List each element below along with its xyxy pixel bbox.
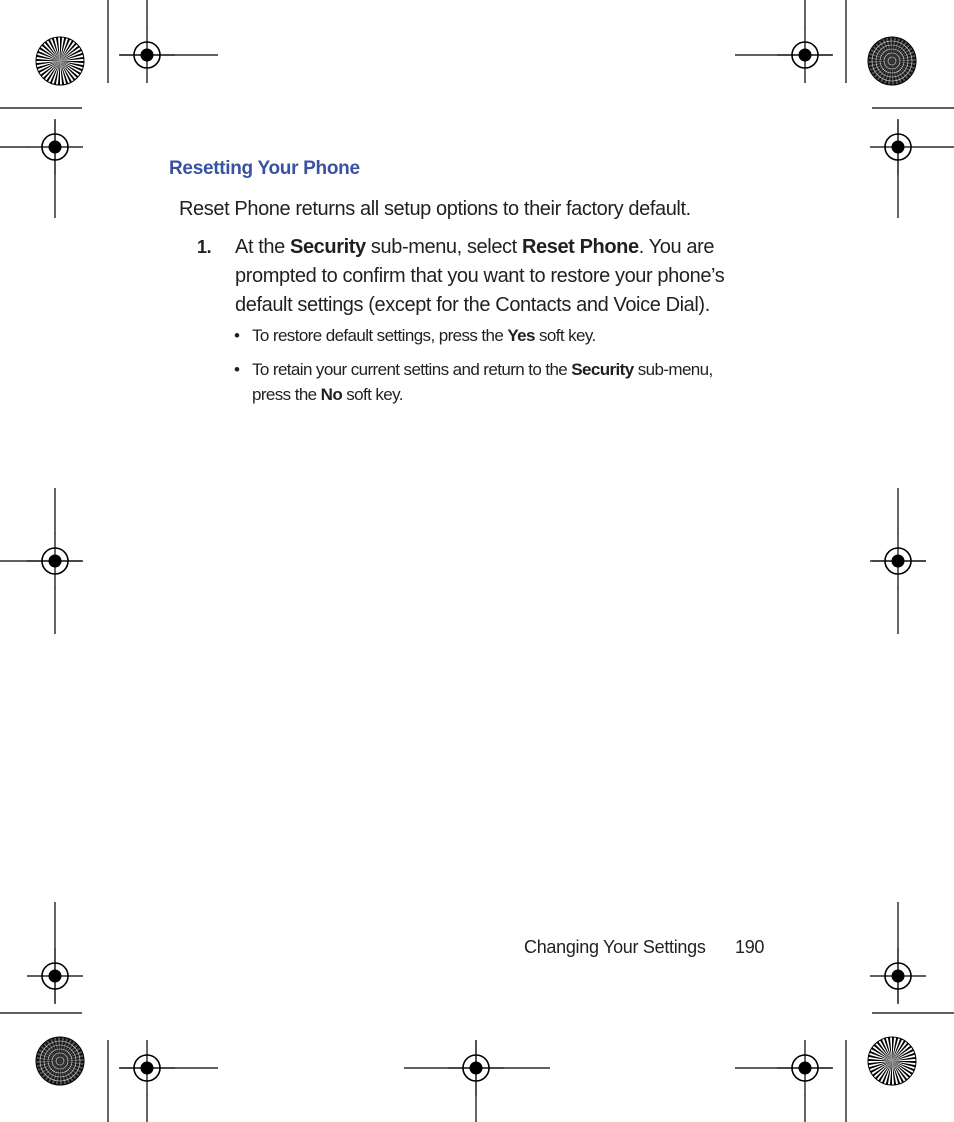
bullet-text — [252, 323, 752, 348]
bullet-text-part: To restore default settings, press the — [252, 326, 508, 345]
bullet-text — [252, 357, 752, 407]
footer-chapter-title: Changing Your Settings — [524, 937, 706, 957]
bullet-text-part: sub-menu, press the — [252, 360, 713, 404]
bullet-bold-yes: Yes — [507, 326, 535, 345]
bullet-text-part: soft key. — [534, 326, 596, 345]
step-text-part: At the — [235, 236, 291, 258]
step-text-part: . You are prompted to confirm that you want to restore your phone’s default settings (except for the Contacts and Voice Dial). — [235, 236, 725, 316]
bullet-bold-no: No — [320, 385, 343, 404]
section-heading: Resetting Your Phone — [169, 158, 360, 179]
step-number: 1. — [197, 237, 212, 257]
bullet-bold-security: Security — [571, 360, 634, 379]
step-text — [235, 233, 755, 320]
starburst-icon — [36, 1037, 84, 1085]
starburst-icon — [868, 37, 916, 85]
step-text-part: sub-menu, select — [365, 236, 522, 258]
intro-paragraph: Reset Phone returns all setup options to their factory default. — [179, 198, 691, 220]
starburst-icon — [868, 1037, 916, 1085]
bullet-dot: • — [234, 326, 240, 345]
bullet-text-part: To retain your current settins and return to the — [252, 360, 572, 379]
bullet-text-part: soft key. — [342, 385, 403, 404]
starburst-icon — [36, 37, 84, 85]
footer-page-number: 190 — [735, 937, 765, 957]
step-bold-security: Security — [290, 236, 366, 258]
bullet-dot: • — [234, 360, 240, 379]
step-bold-reset-phone: Reset Phone — [521, 236, 639, 258]
